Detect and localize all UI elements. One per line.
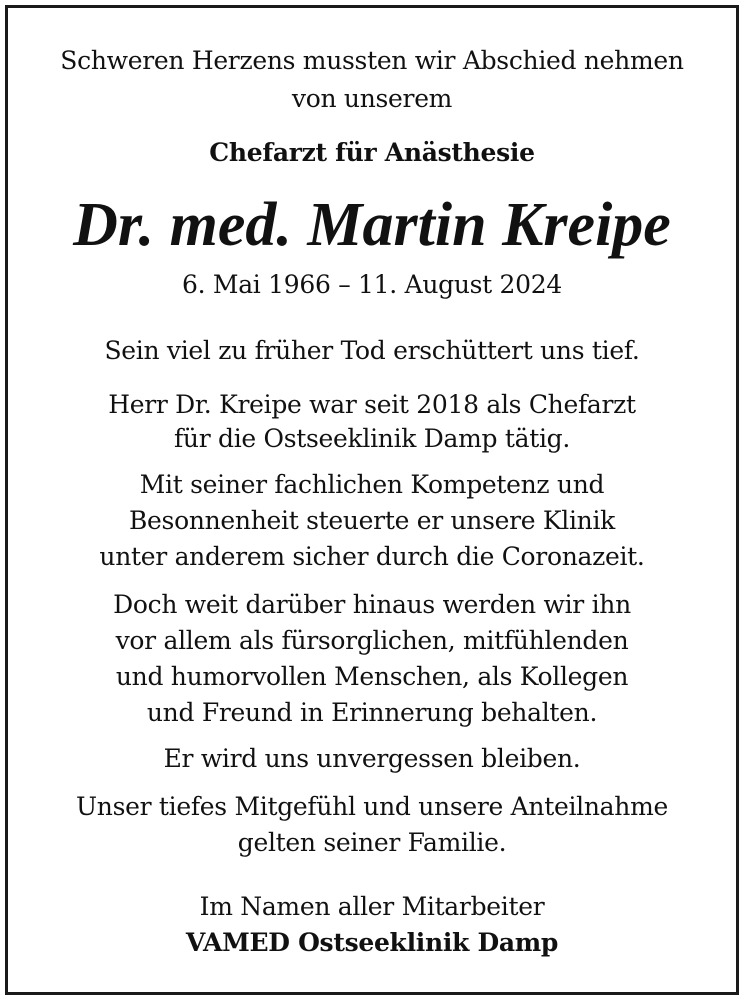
paragraph-4-line-1: Doch weit darüber hinaus werden wir ihn bbox=[113, 590, 631, 619]
life-dates: 6. Mai 1966 – 11. August 2024 bbox=[182, 270, 562, 299]
intro-line-2: von unserem bbox=[291, 84, 453, 113]
signature-organization: VAMED Ostseeklinik Damp bbox=[185, 928, 559, 957]
intro-line-1: Schweren Herzens mussten wir Abschied nehmen bbox=[60, 46, 684, 75]
signature-line: Im Namen aller Mitarbeiter bbox=[199, 892, 545, 921]
paragraph-2-line-1: Herr Dr. Kreipe war seit 2018 als Chefarzt bbox=[108, 390, 636, 419]
paragraph-2-line-2: für die Ostseeklinik Damp tätig. bbox=[173, 424, 571, 453]
paragraph-6-line-2: gelten seiner Familie. bbox=[237, 828, 507, 857]
paragraph-4-line-4: und Freund in Erinnerung behalten. bbox=[146, 698, 598, 727]
paragraph-5-line-1: Er wird uns unvergessen bleiben. bbox=[163, 744, 581, 773]
deceased-name: Dr. med. Martin Kreipe bbox=[73, 191, 671, 259]
paragraph-4-line-3: und humorvollen Menschen, als Kollegen bbox=[115, 662, 629, 691]
deceased-role: Chefarzt für Anästhesie bbox=[209, 138, 535, 167]
paragraph-3-line-3: unter anderem sicher durch die Coronazeit. bbox=[99, 542, 645, 571]
paragraph-4-line-2: vor allem als fürsorglichen, mitfühlenden bbox=[115, 626, 629, 655]
paragraph-1-line-1: Sein viel zu früher Tod erschüttert uns tief. bbox=[104, 336, 640, 365]
paragraph-3-line-1: Mit seiner fachlichen Kompetenz und bbox=[139, 470, 605, 499]
paragraph-6-line-1: Unser tiefes Mitgefühl und unsere Anteilnahme bbox=[76, 792, 668, 821]
paragraph-3-line-2: Besonnenheit steuerte er unsere Klinik bbox=[128, 506, 616, 535]
